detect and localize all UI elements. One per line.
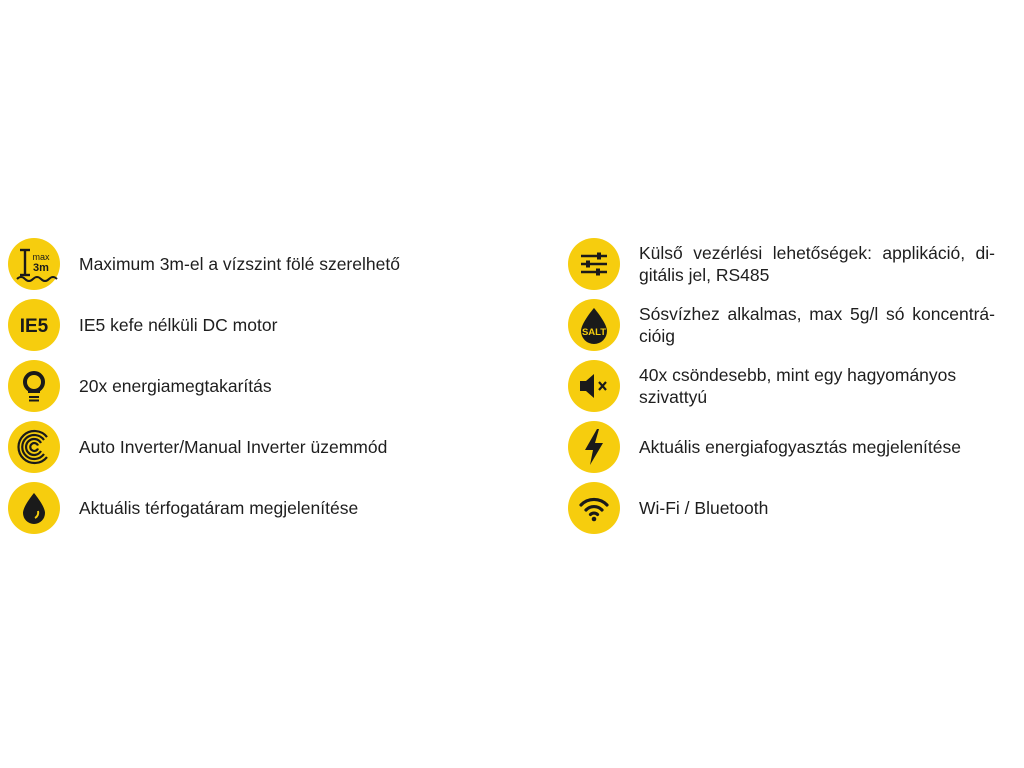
wifi-icon (568, 482, 620, 534)
feature-power-consumption (568, 416, 1008, 477)
feature-label (639, 303, 995, 347)
feature-label-line: Wi-Fi / Bluetooth (639, 497, 769, 518)
feature-label (79, 375, 272, 397)
feature-wireless (568, 477, 1008, 538)
energy-saving-bulb-icon (8, 360, 60, 412)
ie5-icon (8, 299, 60, 351)
feature-label (639, 436, 995, 458)
feature-label-line: Külső vezérlési lehetőségek: applikáció, di- (639, 242, 995, 263)
height-max-3m-icon (8, 238, 60, 290)
feature-label-line: 20x energiamegtakarítás (79, 375, 272, 396)
feature-flow-rate (8, 477, 488, 538)
feature-label (639, 497, 995, 519)
feature-external-control (568, 233, 1008, 294)
speaker-mute-icon (568, 360, 620, 412)
feature-label (639, 242, 995, 286)
feature-label (79, 497, 358, 519)
feature-label-line: gitális jel, RS485 (639, 264, 770, 285)
feature-label-line: cióig (639, 325, 675, 346)
feature-label-line: Auto Inverter/Manual Inverter üzemmód (79, 436, 388, 457)
feature-install-height (8, 233, 488, 294)
feature-label-line: 40x csöndesebb, mint egy hagyományos (639, 364, 957, 385)
feature-saltwater (568, 294, 1008, 355)
inverter-icon (8, 421, 60, 473)
feature-energy-saving (8, 355, 488, 416)
sliders-icon (568, 238, 620, 290)
icon-text-3m: 3m (33, 261, 49, 274)
feature-list-left (8, 233, 488, 538)
feature-label-line: Maximum 3m-el a vízszint fölé szerelhető (79, 253, 400, 274)
feature-label-line: Aktuális energiafogyasztás megjelenítése (639, 436, 961, 457)
feature-label-line: szivattyú (639, 386, 708, 407)
icon-text-salt: SALT (581, 326, 607, 338)
feature-list-right (568, 233, 1008, 538)
feature-inverter-mode (8, 416, 488, 477)
water-drop-icon (8, 482, 60, 534)
salt-drop-icon (568, 299, 620, 351)
feature-label-line: IE5 kefe nélküli DC motor (79, 314, 278, 335)
feature-label (79, 253, 400, 275)
feature-label (639, 364, 995, 408)
lightning-icon (568, 421, 620, 473)
feature-quiet (568, 355, 1008, 416)
icon-text-ie5: IE5 (19, 315, 49, 337)
feature-label (79, 314, 277, 336)
feature-label-line: Sósvízhez alkalmas, max 5g/l só koncentrá- (639, 303, 995, 324)
icon-text-max: max (32, 251, 50, 262)
feature-ie5-motor (8, 294, 488, 355)
feature-label-line: Aktuális térfogatáram megjelenítése (79, 497, 359, 518)
feature-label (79, 436, 387, 458)
